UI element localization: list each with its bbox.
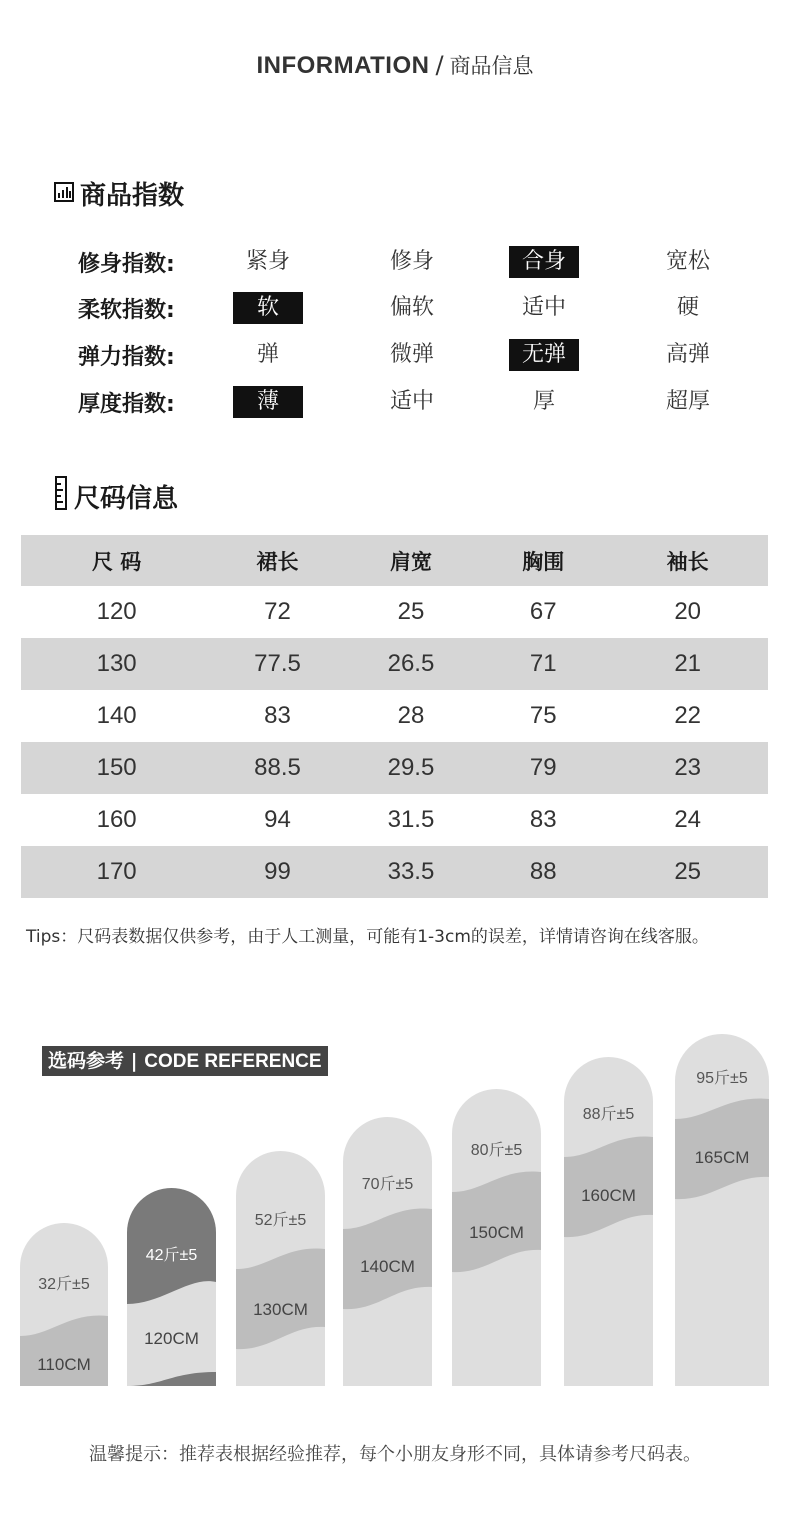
code-column-weight: 80斤±5 [470,1142,523,1159]
index-option-selected: 薄 [233,386,303,418]
table-cell: 67 [529,598,557,625]
index-option: 高弹 [665,342,710,367]
code-column-height: 165CM [694,1148,750,1167]
table-cell: 170 [21,846,212,898]
code-column-height: 130CM [253,1300,308,1319]
index-option: 宽松 [665,249,710,274]
index-option: 适中 [389,389,434,414]
table-cell: 94 [264,806,291,833]
table-cell: 22 [674,702,702,729]
table-cell: 28 [397,702,425,729]
table-header-cell: 裙长 [212,535,343,586]
code-column [127,1178,216,1386]
index-option: 微弹 [389,342,434,367]
code-column [20,1223,108,1416]
table-cell: 150 [21,742,212,794]
index-section-title: 商品指数 [80,181,185,211]
code-column-height: 140CM [360,1257,415,1276]
table-cell: 24 [674,806,702,833]
code-reference-title-en: CODE REFERENCE [144,1051,322,1072]
index-row-label: 厚度指数: [78,391,175,417]
header-separator: / [435,51,444,79]
size-section-title: 尺码信息 [74,484,179,514]
index-option: 超厚 [665,389,710,414]
table-header-cell: 尺 码 [21,535,212,586]
footer-note: 温馨提示：推荐表根据经验推荐，每个小朋友身形不同，具体请参考尺码表。 [89,1444,701,1465]
index-option-selected: 合身 [509,246,579,278]
code-column [236,1151,325,1386]
table-cell: 26.5 [343,638,479,690]
table-cell: 25 [607,846,768,898]
code-column-height: 150CM [469,1223,524,1242]
table-cell: 99 [212,846,343,898]
table-cell: 71 [479,638,607,690]
table-cell: 120 [96,598,137,625]
table-cell: 88 [479,846,607,898]
code-column-height: 110CM [37,1355,91,1374]
index-row-label: 柔软指数: [78,297,175,323]
table-cell: 33.5 [343,846,479,898]
index-option: 偏软 [389,295,434,320]
index-row-label: 弹力指数: [78,344,175,370]
code-column-height: 120CM [144,1329,199,1348]
table-cell: 75 [529,702,557,729]
table-cell: 83 [264,702,291,729]
table-cell: 160 [96,806,137,833]
table-cell: 29.5 [343,742,479,794]
index-option-selected: 软 [233,292,303,324]
code-column-height: 160CM [581,1186,636,1205]
index-row-label: 修身指数: [78,251,175,277]
table-header-cell: 胸围 [479,535,607,586]
table-cell: 31.5 [387,806,435,833]
table-cell: 83 [529,806,557,833]
table-cell: 23 [607,742,768,794]
table-cell: 140 [96,702,137,729]
table-cell: 88.5 [212,742,343,794]
size-tips: Tips：尺码表数据仅供参考，由于人工测量，可能有1-3cm的误差，详情请咨询在线客服。 [26,927,709,947]
index-option: 硬 [676,295,699,320]
table-header-cell: 袖长 [607,535,768,586]
table-cell: 77.5 [212,638,343,690]
table-cell: 21 [607,638,768,690]
index-option: 厚 [532,389,555,414]
index-option: 适中 [521,295,566,320]
header-title-cn: 商品信息 [449,54,534,78]
code-reference-title-cn: 选码参考 [48,1050,125,1072]
code-column-weight: 95斤±5 [696,1070,748,1087]
index-option: 紧身 [245,249,290,274]
index-option: 弹 [256,342,279,367]
table-cell: 130 [21,638,212,690]
code-column-weight: 70斤±5 [361,1176,414,1193]
header-title-en: INFORMATION [256,52,430,79]
code-column-weight: 52斤±5 [254,1212,307,1229]
code-column-weight: 32斤±5 [38,1276,90,1293]
code-reference-separator: | [130,1050,138,1072]
table-header-cell: 肩宽 [343,535,479,586]
table-cell: 20 [674,598,702,625]
table-cell: 25 [397,598,425,625]
code-column-weight: 88斤±5 [582,1106,635,1123]
table-cell: 72 [264,598,291,625]
code-column [343,1117,432,1386]
index-option: 修身 [389,249,434,274]
index-option-selected: 无弹 [509,339,579,371]
table-cell: 79 [479,742,607,794]
code-column-weight: 42斤±5 [145,1247,198,1264]
